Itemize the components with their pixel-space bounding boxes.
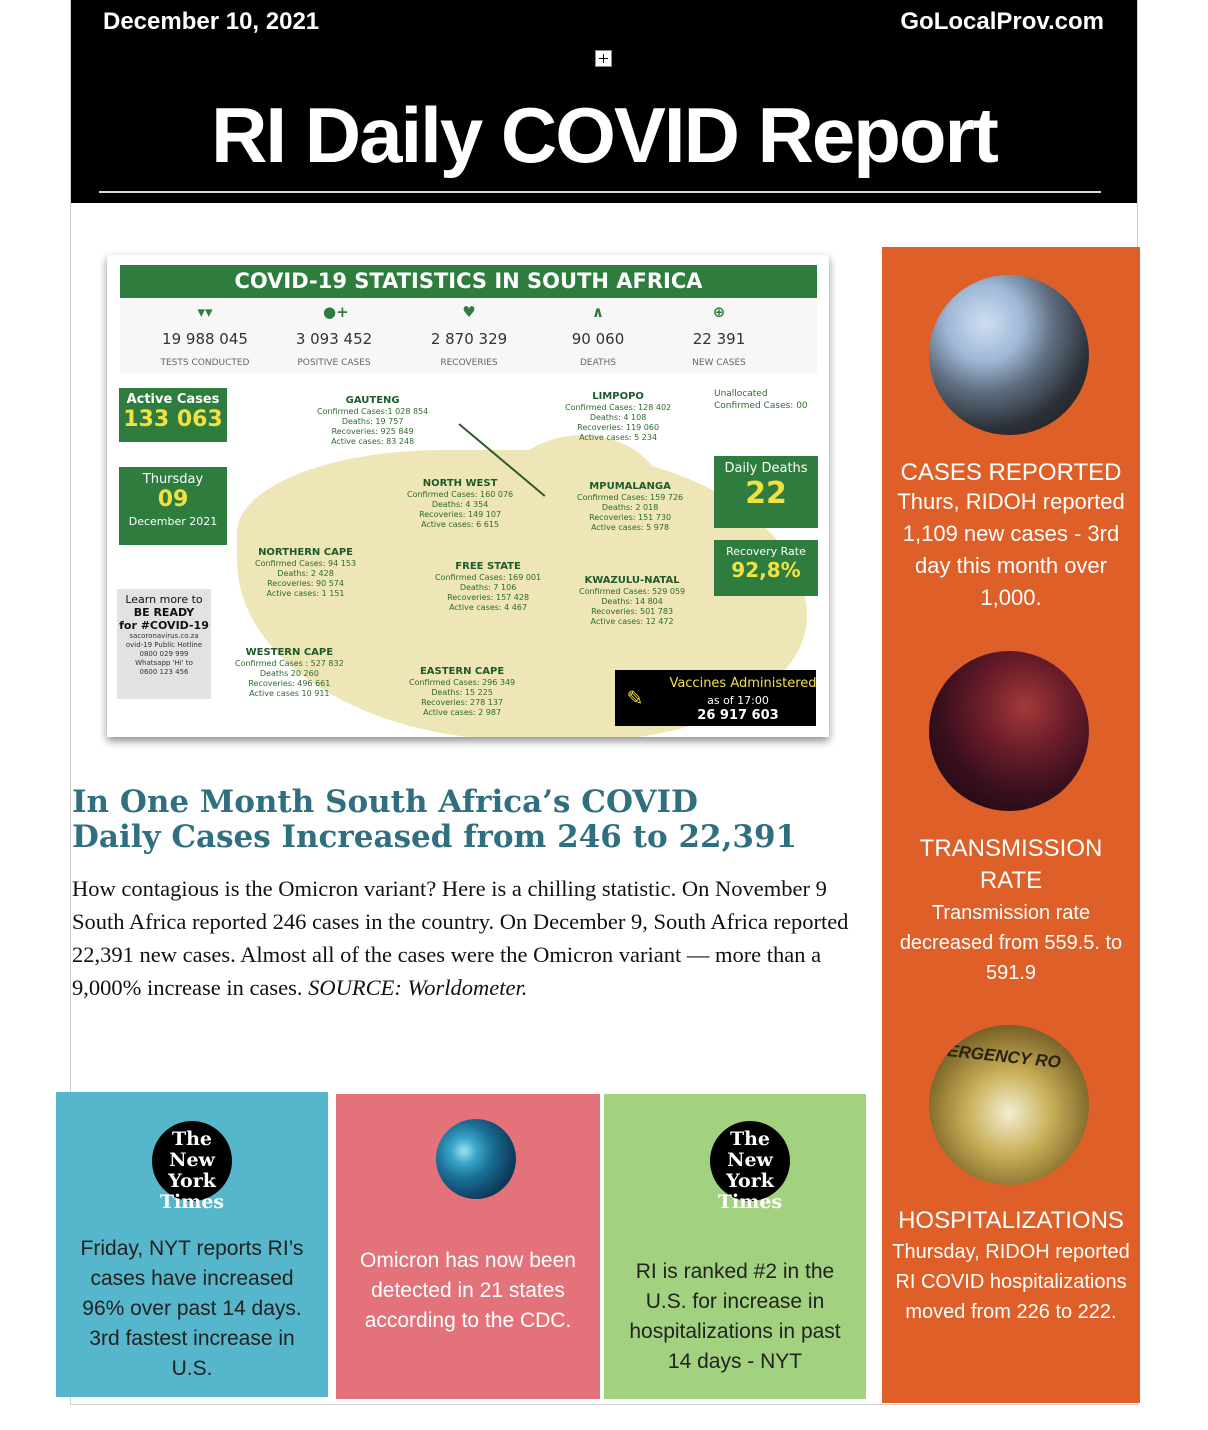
stat-tests — [140, 298, 270, 368]
daily-deaths-label: Daily Deaths — [724, 461, 808, 476]
learn-line: for #COVID-19 — [119, 619, 209, 632]
province-name: NORTHERN CAPE — [258, 547, 353, 558]
province-line: Confirmed Cases: 296 349 — [409, 678, 516, 687]
zoom-plus-icon: ⊕ — [712, 303, 726, 321]
stat-value: 3 093 452 — [295, 330, 373, 348]
south-africa-infographic — [107, 255, 829, 737]
site-name: GoLocalProv.com — [900, 8, 1104, 35]
report-date-box — [119, 467, 227, 545]
province-line: Confirmed Cases: 160 076 — [407, 490, 514, 499]
nyt-logo-icon — [710, 1121, 790, 1213]
province-line: Active cases: 2 987 — [423, 708, 502, 717]
province-name: EASTERN CAPE — [419, 666, 505, 677]
province-line: Deaths: 4 108 — [589, 413, 647, 422]
report-header — [71, 0, 1137, 203]
headline-line2: Daily Cases Increased from 246 to 22,391 — [72, 819, 798, 855]
province-line: Recoveries: 149 107 — [419, 510, 502, 519]
province-line: Deaths: 2 428 — [277, 569, 334, 578]
transmission-heading: TRANSMISSION RATE — [919, 835, 1103, 894]
hospitalizations-heading: HOSPITALIZATIONS — [898, 1207, 1124, 1234]
vaccines-label: Vaccines Administered — [669, 676, 817, 691]
nyt-logo-line: New York — [168, 1149, 216, 1192]
stat-value: 90 060 — [571, 330, 625, 348]
vaccines-box — [615, 670, 816, 726]
omicron-card — [336, 1094, 600, 1399]
infographic-banner: COVID-19 STATISTICS IN SOUTH AFRICA — [120, 265, 817, 298]
syringe-icon: ✎ — [626, 686, 644, 710]
province-name: KWAZULU-NATAL — [584, 575, 680, 586]
province-western-cape — [235, 647, 344, 699]
learn-line: Whatsapp 'Hi' to — [135, 659, 193, 667]
province-line: Confirmed Cases : 527 832 — [235, 659, 344, 668]
province-line: Confirmed Cases: 169 001 — [435, 573, 542, 582]
card-text: Omicron has now been detected in 21 states according to the CDC. — [360, 1249, 576, 1332]
stat-label: DEATHS — [579, 358, 617, 368]
nyt-cases-card — [56, 1092, 328, 1397]
learn-line: 0600 123 456 — [139, 668, 189, 676]
testing-site-photo — [929, 275, 1089, 435]
article-source: SOURCE: Worldometer. — [308, 975, 528, 1000]
transmission-text: Transmission rate decreased from 559.5. to 591.9 — [899, 902, 1123, 984]
province-line: Deaths: 19 757 — [341, 417, 404, 426]
province-line: Recoveries: 496 661 — [248, 679, 331, 688]
learn-more-box — [117, 589, 211, 699]
active-cases-label: Active Cases — [126, 392, 220, 407]
unallocated-line1: Unallocated — [714, 389, 768, 399]
province-line: Recoveries: 925 849 — [331, 427, 414, 436]
province-line: Deaths: 7 106 — [459, 583, 517, 592]
stat-deaths — [533, 298, 663, 368]
learn-line: ovid-19 Public Hotline — [125, 641, 203, 649]
province-kwazulu-natal — [579, 575, 685, 627]
date-month: December 2021 — [128, 515, 218, 528]
province-name: LIMPOPO — [592, 391, 644, 402]
report-date: December 10, 2021 — [103, 8, 320, 35]
province-line: Deaths: 4 354 — [431, 500, 489, 509]
province-line: Deaths: 14 804 — [601, 597, 663, 606]
province-line: Deaths: 15 225 — [431, 688, 493, 697]
add-person-icon: ●+ — [323, 303, 349, 321]
stat-value: 19 988 045 — [162, 330, 248, 348]
nyt-logo-line: New York — [726, 1149, 774, 1192]
nyt-logo-icon — [152, 1121, 232, 1213]
province-line: Active cases: 6 615 — [421, 520, 500, 529]
card-text: RI is ranked #2 in the U.S. for increase in hospitalizations in past 14 days - NYT — [629, 1260, 841, 1373]
emergency-room-photo — [929, 1025, 1089, 1185]
active-cases-value: 133 063 — [123, 407, 223, 432]
sidebar — [882, 247, 1140, 1403]
province-name: NORTH WEST — [422, 478, 498, 489]
heartbeat-icon: ♥ — [462, 303, 476, 321]
stat-value: 22 391 — [692, 330, 746, 348]
daily-deaths-box — [714, 456, 818, 528]
province-line: Active cases: 83 248 — [331, 437, 415, 446]
province-free-state — [435, 561, 541, 613]
province-north-west — [407, 478, 513, 530]
province-line: Deaths: 2 018 — [601, 503, 659, 512]
province-line: Active cases: 12 472 — [590, 617, 674, 626]
learn-line: 0800 029 999 — [139, 650, 189, 658]
province-line: Confirmed Cases: 159 726 — [577, 493, 684, 502]
province-line: Recoveries: 90 574 — [267, 579, 344, 588]
move-handle-icon[interactable] — [595, 50, 612, 67]
vaccines-value: 26 917 603 — [697, 708, 779, 723]
province-line: Recoveries: 157 428 — [447, 593, 530, 602]
province-line: Active cases: 5 978 — [591, 523, 670, 532]
learn-line: BE READY — [133, 606, 195, 619]
article-body — [72, 872, 862, 1004]
province-name: FREE STATE — [455, 561, 521, 572]
hospitalizations-text: Thursday, RIDOH reported RI COVID hospitalizations moved from 226 to 222. — [892, 1241, 1130, 1323]
province-mpumalanga — [577, 481, 683, 533]
province-name: GAUTENG — [345, 395, 400, 406]
stat-value: 2 870 329 — [430, 330, 508, 348]
province-line: Confirmed Cases: 529 059 — [579, 587, 686, 596]
stat-label: NEW CASES — [692, 358, 746, 368]
nyt-logo-line: The — [171, 1128, 213, 1150]
article-headline — [72, 785, 862, 855]
learn-line: Learn more to — [125, 593, 203, 606]
emergency-sign: ERGENCY RO — [946, 1041, 1062, 1072]
stats-bar — [120, 298, 817, 373]
headline-line1: In One Month South Africa’s COVID — [72, 784, 698, 820]
vaccines-as-of: as of 17:00 — [707, 694, 769, 707]
card-text: Friday, NYT reports RI’s cases have increased 96% over past 14 days. 3rd fastest increase in U.S. — [80, 1237, 304, 1380]
praying-hands-icon: ∧ — [591, 303, 605, 321]
unallocated-line2: Confirmed Cases: 00 — [714, 401, 808, 411]
article-text: How contagious is the Omicron variant? Here is a chilling statistic. On November 9 South Africa reported 246 cases in the country. On December 9, South Africa reported 22,391 new cases. Almost all of the cases were the Omicron variant — more than a 9,000% increase in cases. — [72, 876, 849, 1000]
province-name: MPUMALANGA — [589, 481, 671, 492]
recovery-rate-label: Recovery Rate — [726, 545, 806, 558]
stat-new-cases — [654, 298, 784, 368]
date-day: Thursday — [142, 472, 204, 487]
province-northern-cape — [255, 547, 356, 599]
province-line: Recoveries: 119 060 — [577, 423, 660, 432]
province-line: Active cases: 4 467 — [449, 603, 528, 612]
page-title: RI Daily COVID Report — [211, 91, 997, 179]
province-gauteng — [317, 395, 428, 447]
cases-heading: CASES REPORTED — [900, 459, 1122, 486]
cases-text: Thurs, RIDOH reported 1,109 new cases - 3rd day this month over 1,000. — [897, 489, 1125, 610]
recovery-rate-value: 92,8% — [731, 558, 801, 582]
header-divider — [99, 191, 1101, 193]
crowd-photo — [929, 651, 1089, 811]
stat-recoveries — [404, 298, 534, 368]
province-line: Confirmed Cases: 94 153 — [255, 559, 357, 568]
stat-label: POSITIVE CASES — [297, 358, 371, 368]
province-line: Recoveries: 151 730 — [589, 513, 672, 522]
province-line: Active cases: 5 234 — [579, 433, 658, 442]
nyt-hospitalizations-card — [604, 1094, 866, 1399]
province-line: Recoveries: 501 783 — [591, 607, 674, 616]
learn-line: sacoronavirus.co.za — [129, 632, 199, 640]
stat-label: RECOVERIES — [440, 358, 498, 368]
province-name: WESTERN CAPE — [245, 647, 334, 658]
recovery-rate-box — [714, 540, 818, 596]
date-number: 09 — [157, 487, 189, 512]
unallocated-note — [714, 388, 808, 412]
province-line: Confirmed Cases:1 028 854 — [317, 407, 429, 416]
test-tubes-icon: ▾▾ — [197, 303, 213, 321]
virus-icon — [436, 1119, 516, 1199]
province-limpopo — [565, 391, 671, 443]
stat-positive — [269, 298, 399, 368]
active-cases-box — [119, 388, 227, 442]
province-eastern-cape — [409, 666, 515, 718]
province-line: Deaths 20 260 — [259, 669, 319, 678]
nyt-logo-line: The — [729, 1128, 771, 1150]
province-line: Active cases 10 911 — [249, 689, 330, 698]
province-line: Recoveries: 278 137 — [421, 698, 504, 707]
stat-label: TESTS CONDUCTED — [160, 358, 250, 368]
daily-deaths-value: 22 — [745, 476, 787, 511]
nyt-logo-line: Times — [717, 1191, 783, 1213]
nyt-logo-line: Times — [159, 1191, 225, 1213]
province-line: Confirmed Cases: 128 402 — [565, 403, 672, 412]
province-line: Active cases: 1 151 — [266, 589, 345, 598]
